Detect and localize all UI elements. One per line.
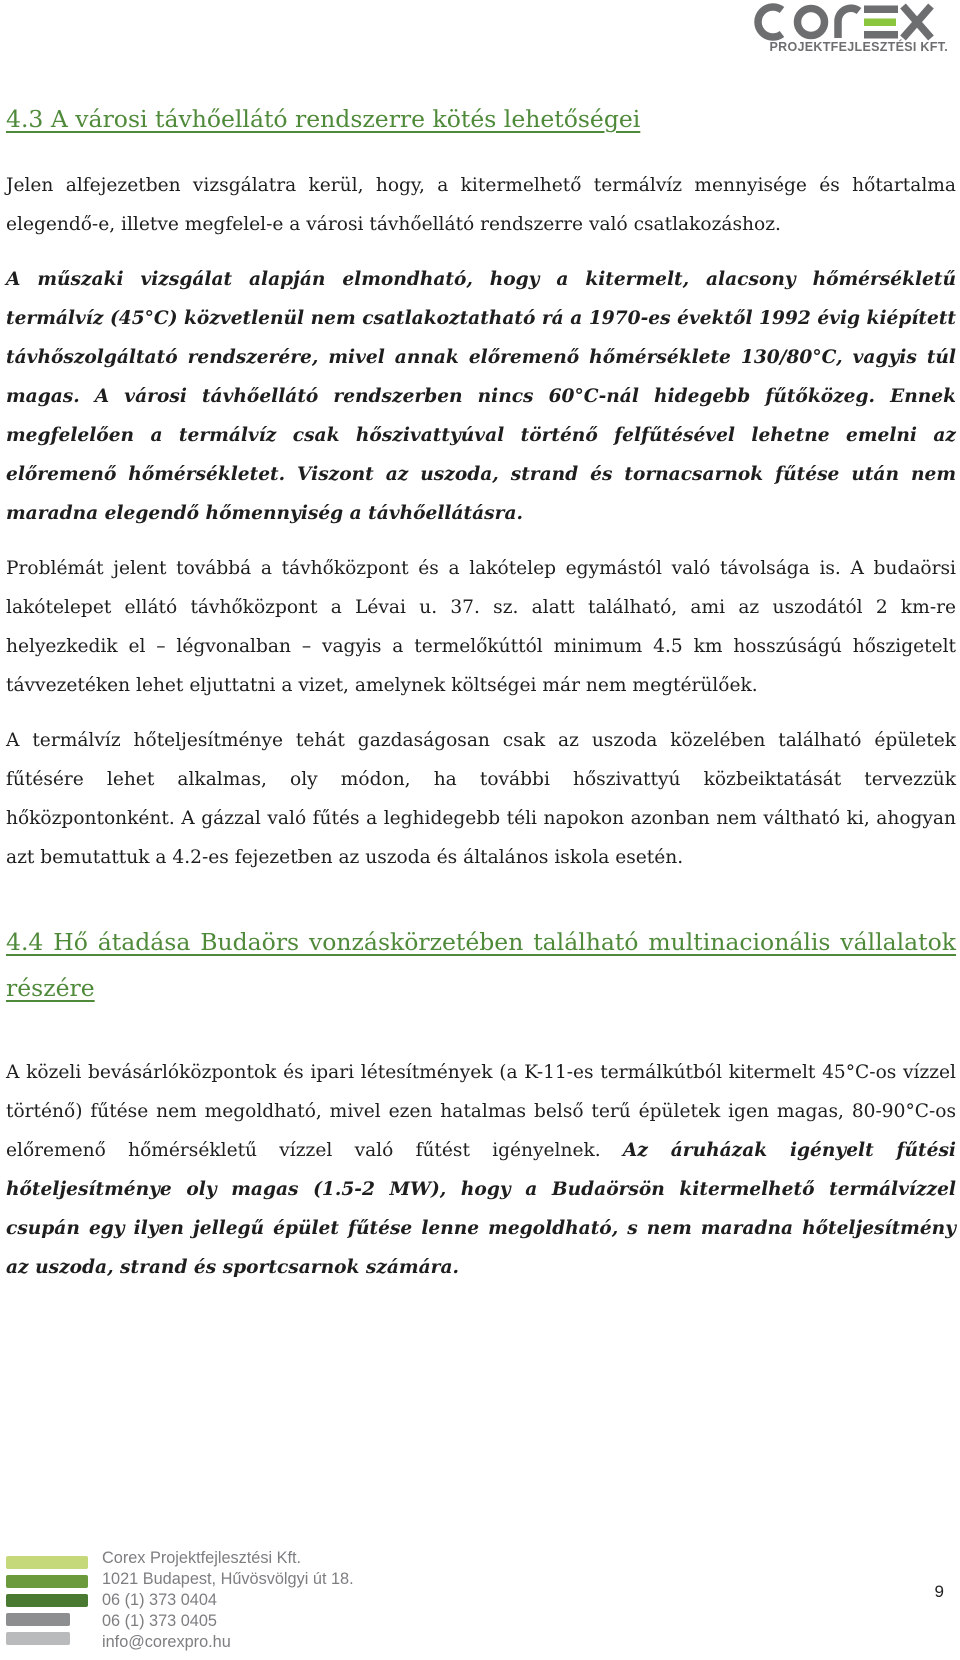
- text-run: Jelen alfejezetben vizsgálatra kerül, hogy, a kitermelhető termálvíz mennyisége és hőtartalma elegendő-e, illetve megfelel-e a városi távhőellátó rendszerre való csatlakozáshoz.: [6, 175, 956, 235]
- section-heading-4-4: 4.4 Hő átadása Budaörs vonzáskörzetében található multinacionális vállalatok részére: [6, 928, 956, 1002]
- company-logo: [748, 2, 948, 54]
- paragraph: [6, 549, 956, 705]
- section-heading-4-3: 4.3 A városi távhőellátó rendszerre kötés lehetőségei: [6, 105, 641, 133]
- text-run: A közeli bevásárlóközpontok és ipari létesítmények (a K-11-es termálkútból kitermelt 45°C-os vízzel történő) fűtése nem megoldható, mivel ezen hatalmas belső terű épületek igen magas, 80-90°C-os előremenő hőmérsékletű vízzel való fűtést igényelnek.: [6, 1062, 956, 1161]
- footer-phone: 06 (1) 373 0404: [102, 1591, 217, 1609]
- footer-stripe: [6, 1613, 70, 1626]
- paragraph: [6, 166, 956, 244]
- text-run-emphasis: Az áruházak igényelt fűtési hőteljesítménye oly magas (1.5-2 MW), hogy a Budaörsön kitermelhető termálvízzel csupán egy ilyen jellegű épület fűtése lenne megoldható, s nem maradna hőteljesítmény az uszoda, strand és sportcsarnok számára.: [6, 1140, 956, 1278]
- footer-stripe: [6, 1575, 88, 1588]
- paragraph-emphasis: [6, 260, 956, 533]
- text-run: A termálvíz hőteljesítménye tehát gazdaságosan csak az uszoda közelében található épületek fűtésére lehet alkalmas, oly módon, ha további hőszivattyú közbeiktatását tervezzük hőközpontonként. A gázzal való fűtés a leghidegebb téli napokon azonban nem váltható ki, ahogyan azt bemutattuk a 4.2-es fejezetben az uszoda és általános iskola esetén.: [6, 730, 956, 868]
- footer-contact: [102, 1548, 354, 1653]
- logo-subtitle: PROJEKTFEJLESZTÉSI KFT.: [769, 40, 948, 54]
- document-body: [6, 96, 956, 1303]
- corex-wordmark-icon: [748, 2, 934, 42]
- footer-stripe: [6, 1556, 88, 1569]
- text-run-emphasis: A műszaki vizsgálat alapján elmondható, hogy a kitermelt, alacsony hőmérsékletű termálvíz (45°C) közvetlenül nem csatlakoztatható rá a 1970-es évektől 1992 évig kiépített távhőszolgáltató rendszerére, mivel annak előremenő hőmérséklete 130/80°C, vagyis túl magas. A városi távhőellátó rendszerben nincs 60°C-nál hidegebb fűtőközeg. Ennek megfelelően a termálvíz csak hőszivattyúval történő felfűtésével lehetne emelni az előremenő hőmérsékletet. Viszont az uszoda, strand és tornacsarnok fűtése után nem maradna elegendő hőmennyiség a távhőellátásra.: [6, 269, 956, 524]
- paragraph: [6, 1053, 956, 1287]
- footer-stripe: [6, 1632, 70, 1645]
- page-number: 9: [934, 1582, 944, 1601]
- page-footer: [6, 1548, 956, 1660]
- footer-stripes-icon: [6, 1556, 88, 1651]
- paragraph: [6, 721, 956, 877]
- footer-phone: 06 (1) 373 0405: [102, 1612, 217, 1630]
- footer-company: Corex Projektfejlesztési Kft.: [102, 1549, 302, 1567]
- footer-email[interactable]: info@corexpro.hu: [102, 1633, 231, 1651]
- text-run: Problémát jelent továbbá a távhőközpont és a lakótelep egymástól való távolsága is. A budaörsi lakótelepet ellátó távhőközpont a Lévai u. 37. sz. alatt található, ami az uszodától 2 km-re helyezkedik el – légvonalban – vagyis a termelőkúttól minimum 4.5 km hosszúságú hőszigetelt távvezetéken lehet eljuttatni a vizet, amelynek költségei már nem megtérülőek.: [6, 558, 956, 696]
- footer-address: 1021 Budapest, Hűvösvölgyi út 18.: [102, 1570, 354, 1588]
- footer-stripe: [6, 1594, 88, 1607]
